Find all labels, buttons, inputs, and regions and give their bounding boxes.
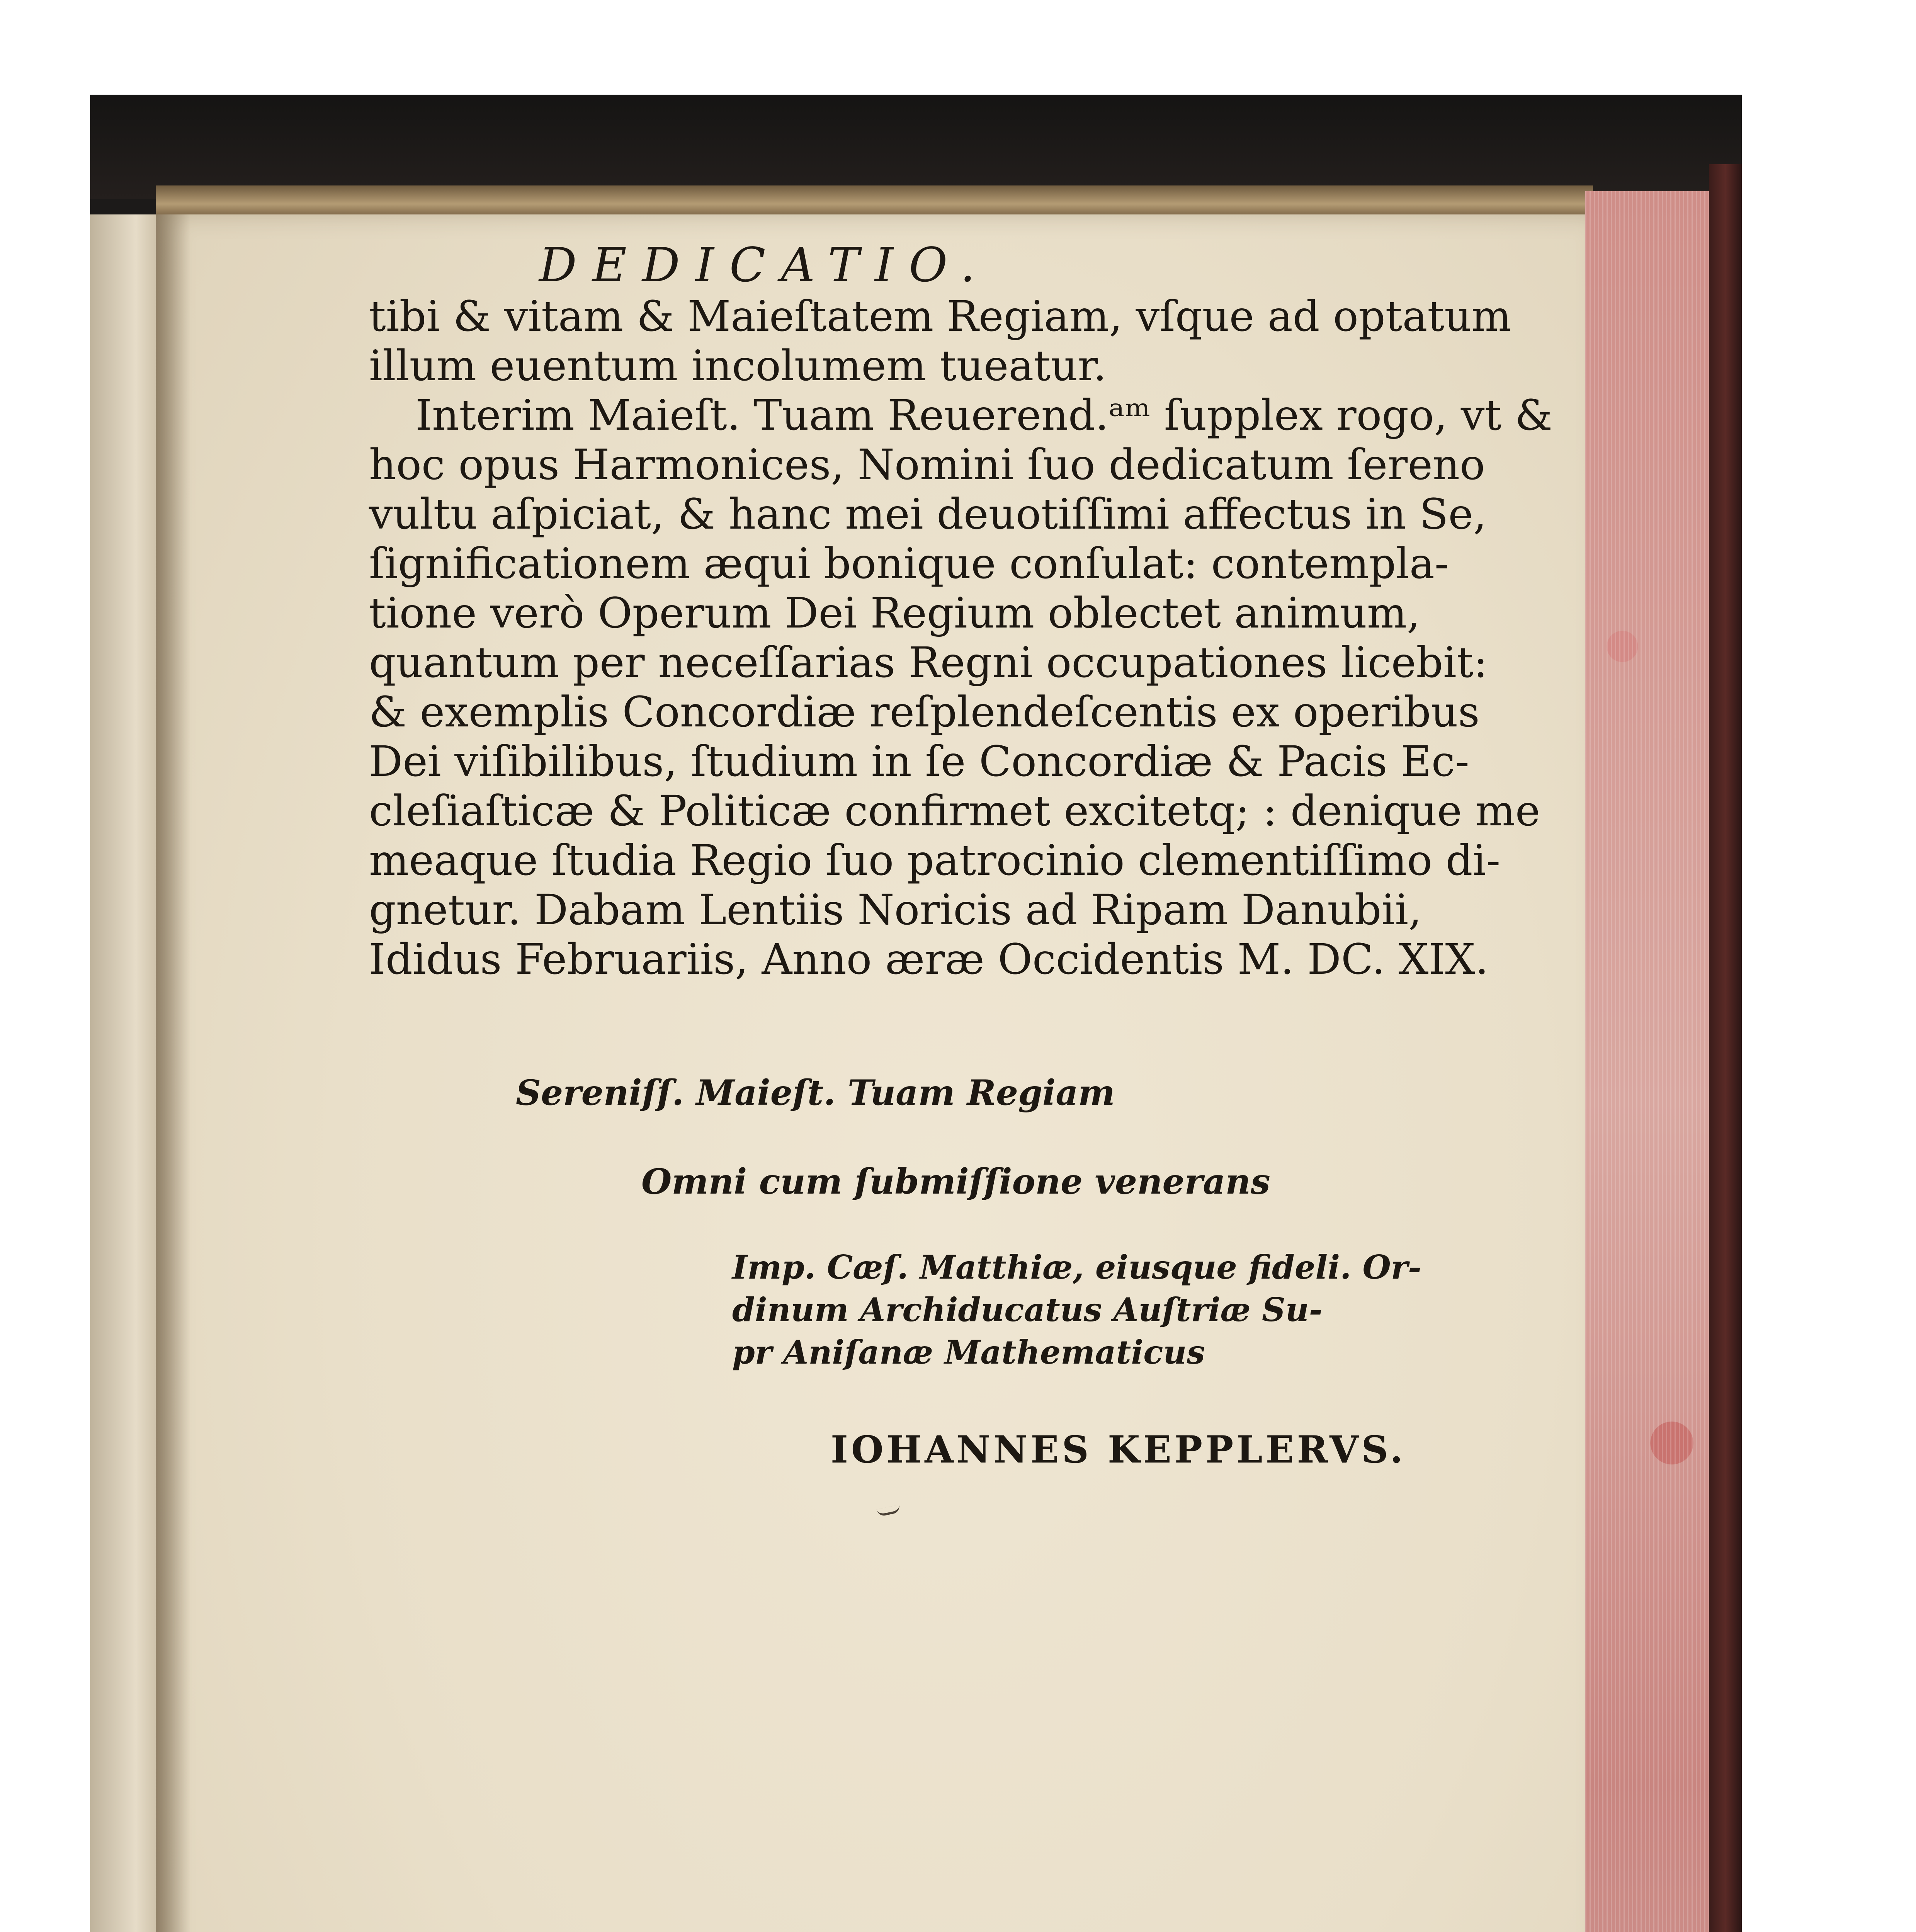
author-title-line: dinum Archiducatus Auſtriæ Su- — [732, 1291, 1323, 1329]
body-line: meaque ſtudia Regio ſuo patrocinio clementiſſimo di- — [369, 836, 1501, 885]
body-line: vultu aſpiciat, & hanc mei deuotiſſimi affectus in Se, — [369, 490, 1487, 539]
author-title-line: Imp. Cæſ. Matthiæ, eiusque fideli. Or- — [732, 1248, 1421, 1286]
left-page-edge — [90, 214, 156, 1932]
body-line: illum euentum incolumem tueatur. — [369, 341, 1107, 390]
author-name: IOHANNES KEPPLERVS. — [831, 1428, 1406, 1471]
gutter-shadow — [156, 214, 190, 1932]
running-head: DEDICATIO. — [539, 238, 991, 293]
body-line: hoc opus Harmonices, Nomini ſuo dedicatum ſereno — [369, 440, 1485, 489]
author-title-line: pr Aniſanæ Mathematicus — [732, 1333, 1205, 1371]
body-line: tibi & vitam & Maieſtatem Regiam, vſque ad optatum — [369, 292, 1511, 341]
dedication-body — [369, 292, 1552, 984]
page-top-edge — [156, 185, 1593, 216]
salutation-line-1: Sereniſſ. Maieſt. Tuam Regiam — [516, 1072, 1115, 1113]
body-line: Ididus Februariis, Anno æræ Occidentis M. DC. XIX. — [369, 935, 1489, 984]
body-line: ſignificationem æqui bonique conſulat: contempla- — [369, 539, 1449, 588]
body-line: Dei viſibilibus, ſtudium in ſe Concordiæ & Pacis Ec- — [369, 737, 1469, 786]
author-title — [732, 1246, 1421, 1374]
book-cover-top — [90, 95, 1742, 199]
body-line: gnetur. Dabam Lentiis Noricis ad Ripam Danubii, — [369, 885, 1422, 934]
body-line: cleſiaſticæ & Politicæ confirmet excitetq; : denique me — [369, 786, 1540, 835]
body-line: quantum per neceſſarias Regni occupationes licebit: — [369, 638, 1488, 687]
body-line: tione verò Operum Dei Regium oblectet animum, — [369, 588, 1421, 638]
body-line: Interim Maieſt. Tuam Reuerend.ᵃᵐ ſupplex rogo, vt & — [415, 391, 1552, 440]
salutation-line-2: Omni cum ſubmiſſione venerans — [641, 1161, 1270, 1202]
body-line: & exemplis Concordiæ reſplendeſcentis ex operibus — [369, 687, 1480, 736]
leather-binding — [1709, 164, 1742, 1932]
red-sprinkled-fore-edge — [1585, 191, 1709, 1932]
